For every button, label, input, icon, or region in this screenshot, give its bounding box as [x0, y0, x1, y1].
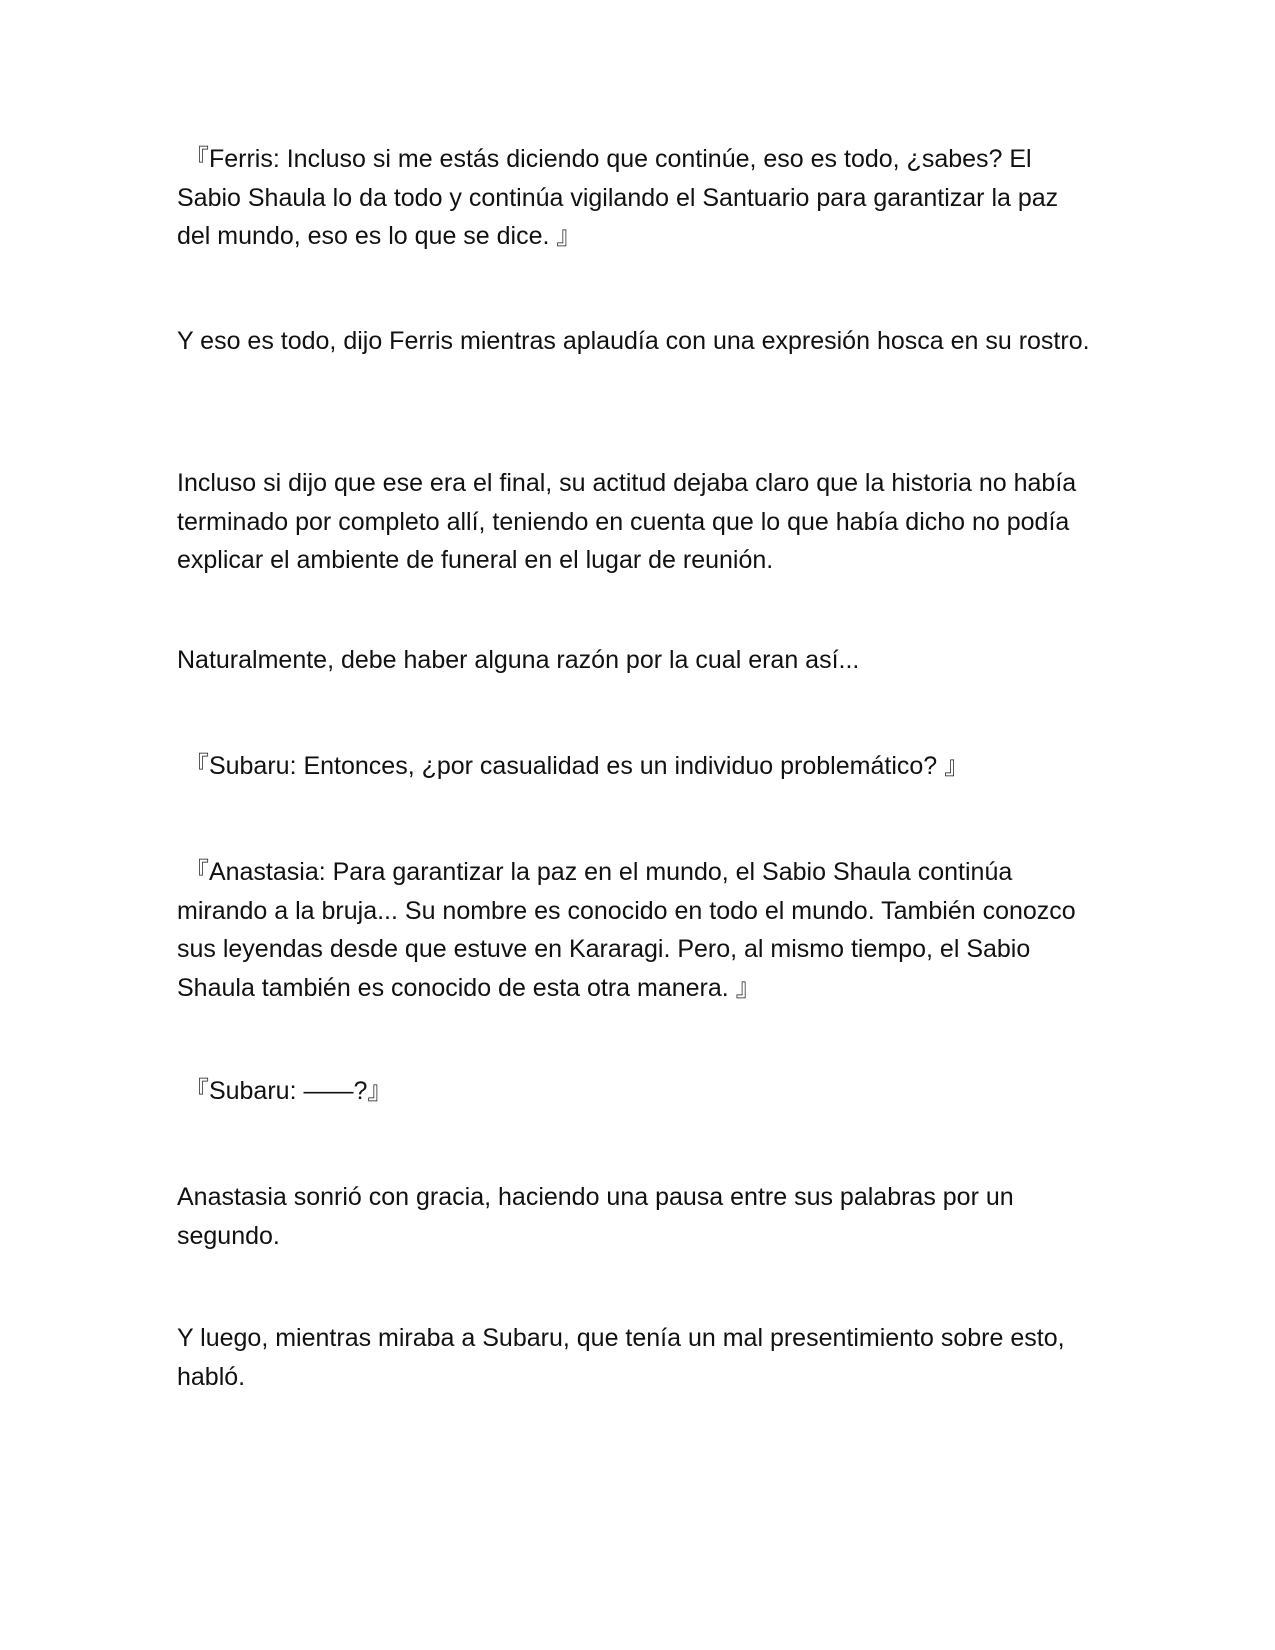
close-quote-mark: 』 [937, 752, 970, 780]
narration-paragraph [177, 464, 1097, 580]
open-quote-mark: 『 [177, 752, 209, 780]
paragraph-text: Subaru: Entonces, ¿por casualidad es un individuo problemático? [208, 752, 938, 780]
open-quote-mark: 『 [177, 1077, 209, 1105]
narration-paragraph [177, 1178, 1097, 1255]
paragraph-text: Y luego, mientras miraba a Subaru, que tenía un mal presentimiento sobre esto, habló. [177, 1324, 1065, 1391]
paragraph-text: Subaru: ——? [208, 1077, 368, 1105]
close-quote-mark: 』 [367, 1077, 393, 1105]
open-quote-mark: 『 [177, 145, 209, 173]
close-quote-mark: 』 [549, 222, 582, 250]
paragraph-text: Naturalmente, debe haber alguna razón por la cual eran así... [177, 646, 860, 674]
dialogue-paragraph-subaru [177, 747, 1097, 786]
dialogue-paragraph-subaru-short [177, 1072, 1097, 1111]
paragraph-text: Ferris: Incluso si me estás diciendo que continúe, eso es todo, ¿sabes? El Sabio Shaula lo da todo y continúa vigilando el Santuario para garantizar la paz del mundo, eso es lo que se dice. [177, 145, 1059, 250]
open-quote-mark: 『 [177, 858, 209, 886]
paragraph-text: Y eso es todo, dijo Ferris mientras aplaudía con una expresión hosca en su rostro. [177, 327, 1090, 355]
narration-paragraph [177, 1319, 1097, 1396]
narration-paragraph [177, 322, 1097, 361]
close-quote-mark: 』 [728, 973, 761, 1002]
dialogue-paragraph-anastasia [177, 853, 1097, 1007]
paragraph-text: Anastasia: Para garantizar la paz en el mundo, el Sabio Shaula continúa mirando a la bruja... Su nombre es conocido en todo el mundo. También conozco sus leyendas desde que estuve en Kararagi. Pero, al mismo tiempo, el Sabio Shaula también es conocido de esta otra manera. [177, 858, 1076, 1002]
paragraph-text: Anastasia sonrió con gracia, haciendo una pausa entre sus palabras por un segundo. [177, 1183, 1014, 1250]
narration-paragraph [177, 641, 1097, 680]
dialogue-paragraph-ferris [177, 140, 1097, 256]
paragraph-text: Incluso si dijo que ese era el final, su actitud dejaba claro que la historia no había terminado por completo allí, teniendo en cuenta que lo que había dicho no podía explicar el ambiente de funeral en el lugar de reunión. [177, 469, 1077, 574]
